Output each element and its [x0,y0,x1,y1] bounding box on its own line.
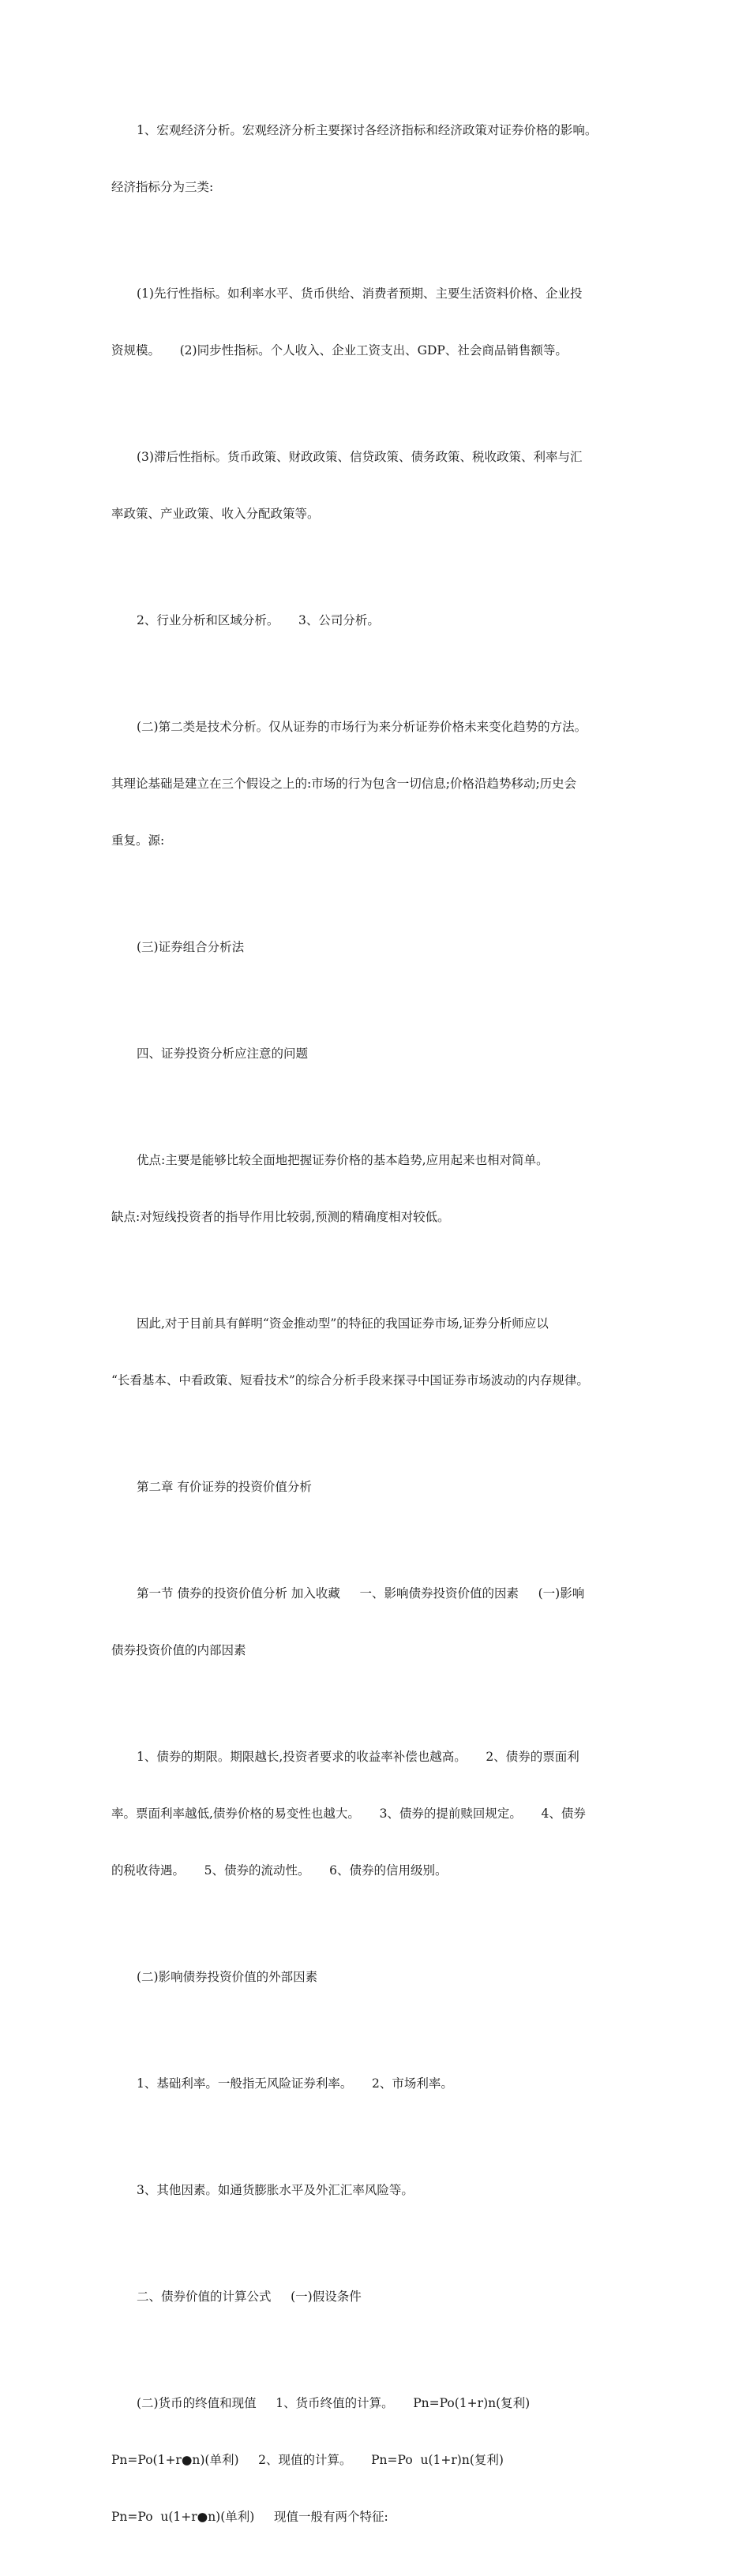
paragraph-other-factors [111,2143,644,2237]
text-line: Pn=Po u(1+r●n)(单利) 现值一般有两个特征: [111,2510,388,2524]
paragraph-conclusion [111,1276,644,1428]
paragraph-lagging-indicators [111,410,644,561]
text-line: 四、证券投资分析应注意的问题 [137,1046,309,1061]
text-line: (二)影响债券投资价值的外部因素 [137,1970,318,1984]
heading-external-factors [111,1930,644,2024]
paragraph-industry-analysis [111,573,644,668]
paragraph-pros-cons [111,1113,644,1264]
text-line: 3、其他因素。如通货膨胀水平及外汇汇率风险等。 [137,2183,414,2197]
text-line: 率政策、产业政策、收入分配政策等。 [111,507,320,521]
text-line: 2、行业分析和区域分析。 3、公司分析。 [137,613,380,627]
text-line: (二)货币的终值和现值 1、货币终值的计算。 Pn=Po(1+r)n(复利) [137,2396,531,2410]
paragraph-leading-indicators [111,246,644,398]
text-line: 债券投资价值的内部因素 [111,1643,246,1657]
section-heading-issues [111,1006,644,1101]
text-line: 第一节 债券的投资价值分析 加入收藏 一、影响债券投资价值的因素 (一)影响 [137,1586,585,1601]
text-line: (3)滞后性指标。货币政策、财政政策、信贷政策、债务政策、税收政策、利率与汇 [137,450,583,464]
text-line: 优点:主要是能够比较全面地把握证券价格的基本趋势,应用起来也相对简单。 [137,1153,549,1167]
text-line: 因此,对于目前具有鲜明“资金推动型”的特征的我国证券市场,证券分析师应以 [137,1316,549,1331]
paragraph-internal-factors [111,1709,644,1918]
text-line: (二)第二类是技术分析。仅从证券的市场行为来分析证券价格未来变化趋势的方法。 [137,720,587,734]
text-line: 第二章 有价证券的投资价值分析 [137,1480,312,1494]
text-line: 1、债券的期限。期限越长,投资者要求的收益率补偿也越高。 2、债券的票面利 [137,1750,579,1764]
paragraph-base-rate [111,2036,644,2131]
text-line: (1)先行性指标。如利率水平、货币供给、消费者预期、主要生活资料价格、企业投 [137,286,583,301]
paragraph-macro-analysis [111,83,644,234]
text-line: Pn=Po(1+r●n)(单利) 2、现值的计算。 Pn=Po u(1+r)n(复利) [111,2453,504,2467]
section-heading-bond-value [111,1546,644,1698]
paragraph-future-present-value [111,2356,644,2564]
text-line: 重复。源: [111,833,165,848]
paragraph-technical-analysis [111,680,644,888]
text-line: 经济指标分为三类: [111,180,214,194]
text-line: 其理论基础是建立在三个假设之上的:市场的行为包含一切信息;价格沿趋势移动;历史会 [111,777,577,791]
text-line: 的税收待遇。 5、债券的流动性。 6、债券的信用级别。 [111,1863,448,1878]
text-line: 1、宏观经济分析。宏观经济分析主要探讨各经济指标和经济政策对证券价格的影响。 [137,123,598,137]
text-line: 二、债券价值的计算公式 (一)假设条件 [137,2290,362,2304]
document-page [111,83,644,2576]
text-line: 缺点:对短线投资者的指导作用比较弱,预测的精确度相对较低。 [111,1210,450,1224]
text-line: “长看基本、中看政策、短看技术”的综合分析手段来探寻中国证券市场波动的内存规律。 [111,1373,589,1387]
paragraph-portfolio-analysis [111,900,644,994]
text-line: 率。票面利率越低,债券价格的易变性也越大。 3、债券的提前赎回规定。 4、债券 [111,1807,586,1821]
chapter-heading [111,1440,644,1534]
text-line: (三)证券组合分析法 [137,940,245,954]
text-line: 1、基础利率。一般指无风险证券利率。 2、市场利率。 [137,2076,453,2091]
text-line: 资规模。 (2)同步性指标。个人收入、企业工资支出、GDP、社会商品销售额等。 [111,343,568,358]
heading-value-formula [111,2249,644,2344]
